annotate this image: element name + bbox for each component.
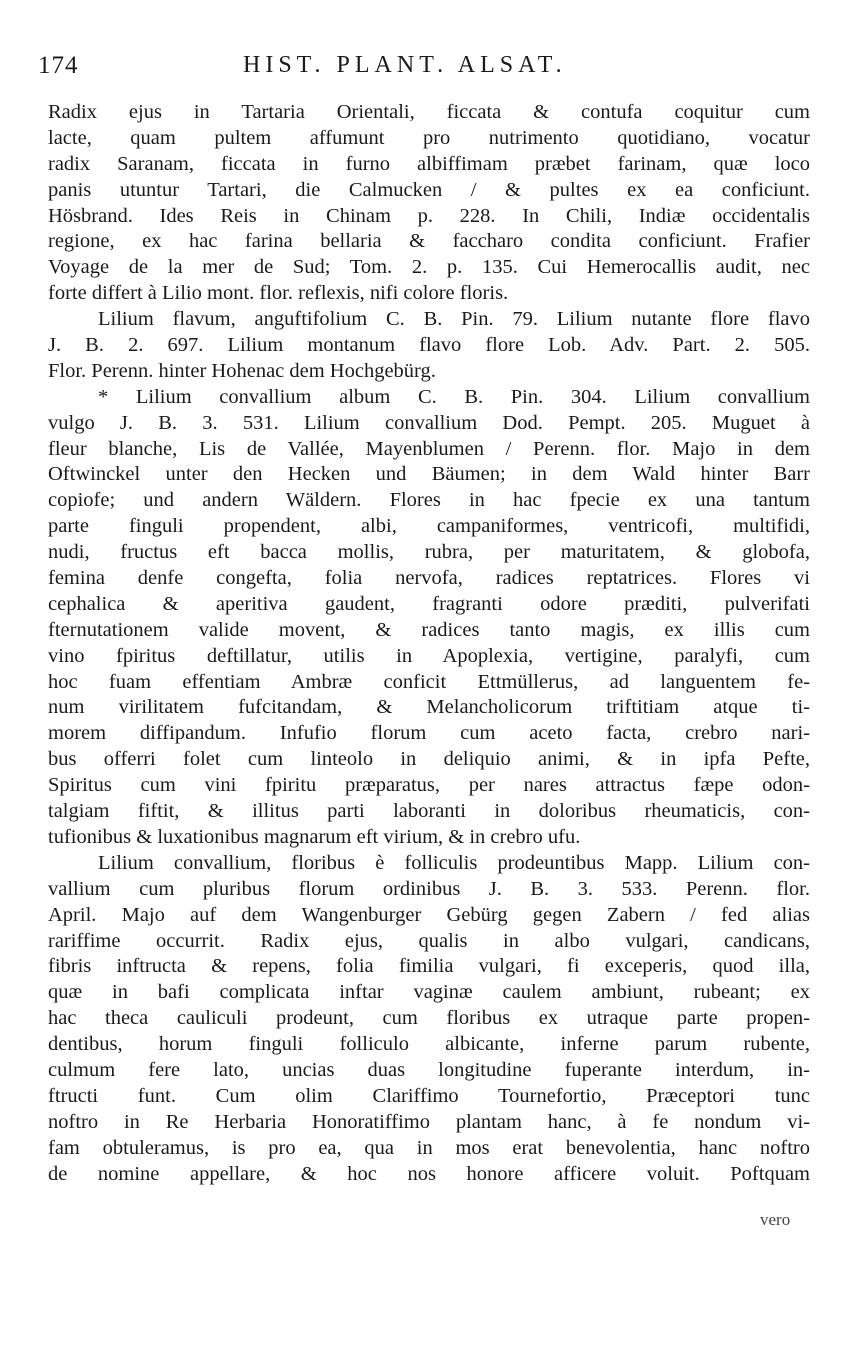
text-line: Flor. Perenn. hinter Hohenac dem Hochgebürg. (48, 359, 436, 382)
page-number: 174 (38, 52, 79, 79)
text-line: Lilium flavum, anguftifolium C. B. Pin. 79. Lilium nutante flore flavo (98, 308, 810, 331)
text-line: panis utuntur Tartari, die Calmucken / & pultes ex ea conficiunt. (48, 178, 810, 201)
page-header (38, 52, 813, 88)
text-line: bus offerri folet cum linteolo in deliquio animi, & in ipfa Pefte, (48, 748, 810, 771)
text-line: hac theca cauliculi prodeunt, cum floribus ex utraque parte propen- (48, 1007, 810, 1030)
text-line: regione, ex hac farina bellaria & faccharo condita conficiunt. Frafier (48, 230, 810, 253)
text-line: num virilitatem fufcitandam, & Melancholicorum triftitiam atque ti- (48, 696, 810, 719)
text-line: ftructi funt. Cum olim Clariffimo Tournefortio, Præceptori tunc (48, 1084, 810, 1107)
text-line: hoc fuam effentiam Ambræ conficit Ettmüllerus, ad languentem fe- (48, 670, 810, 693)
text-line: April. Majo auf dem Wangenburger Gebürg gegen Zabern / fed alias (48, 903, 810, 926)
text-line: copiofe; und andern Wäldern. Flores in hac fpecie ex una tantum (48, 489, 810, 512)
text-line: noftro in Re Herbaria Honoratiffimo plantam hanc, à fe nondum vi- (48, 1110, 810, 1133)
text-line: Radix ejus in Tartaria Orientali, ficcata & contufa coquitur cum (48, 101, 810, 123)
text-line: vulgo J. B. 3. 531. Lilium convallium Dod. Pempt. 205. Muguet à (48, 411, 810, 434)
text-line: J. B. 2. 697. Lilium montanum flavo flore Lob. Adv. Part. 2. 505. (48, 334, 810, 357)
text-line: dentibus, horum finguli folliculo albicante, inferne parum rubente, (48, 1033, 810, 1056)
text-line: quæ in bafi complicata inftar vaginæ caulem ambiunt, rubeant; ex (48, 981, 810, 1004)
text-line: fternutationem valide movent, & radices tanto magis, ex illis cum (48, 618, 810, 641)
text-line: vallium cum pluribus florum ordinibus J. B. 3. 533. Perenn. flor. (48, 877, 810, 900)
text-line: cephalica & aperitiva gaudent, fragranti odore præditi, pulverifati (48, 592, 810, 615)
text-line: Hösbrand. Ides Reis in Chinam p. 228. In Chili, Indiæ occidentalis (48, 204, 810, 227)
text-line: talgiam fiftit, & illitus parti laboranti in doloribus rheumaticis, con- (48, 800, 810, 823)
text-line: forte differt à Lilio mont. flor. reflexis, nifi colore floris. (48, 282, 509, 305)
text-line: fleur blanche, Lis de Vallée, Mayenblumen / Perenn. flor. Majo in dem (48, 437, 810, 460)
text-line: rariffime occurrit. Radix ejus, qualis in albo vulgari, candicans, (48, 929, 810, 952)
text-line: de nomine appellare, & hoc nos honore afficere voluit. Poftquam (48, 1162, 810, 1185)
running-head: HIST. PLANT. ALSAT. (243, 52, 567, 78)
text-line: nudi, fructus eft bacca mollis, rubra, per maturitatem, & globofa, (48, 541, 810, 564)
text-line: parte finguli propendent, albi, campaniformes, ventricofi, multifidi, (48, 515, 810, 538)
text-line: Voyage de la mer de Sud; Tom. 2. p. 135. Cui Hemerocallis audit, nec (48, 256, 810, 279)
catchword: vero (760, 1210, 791, 1229)
text-line: radix Saranam, ficcata in furno albiffimam præbet farinam, quæ loco (48, 152, 810, 175)
text-line: fam obtuleramus, is pro ea, qua in mos erat benevolentia, hanc noftro (48, 1136, 810, 1159)
text-line: Spiritus cum vini fpiritu præparatus, per nares attractus fæpe odon- (48, 774, 810, 797)
text-line: morem diffipandum. Infufio florum cum aceto facta, crebro nari- (48, 722, 810, 745)
text-line: Lilium convallium, floribus è folliculis prodeuntibus Mapp. Lilium con- (98, 851, 810, 874)
text-line: culmum fere lato, uncias duas longitudine fuperante interdum, in- (48, 1058, 810, 1081)
text-line: femina denfe congefta, folia nervofa, radices reptatrices. Flores vi (48, 567, 810, 590)
text-line: lacte, quam pultem affumunt pro nutrimento quotidiano, vocatur (48, 126, 810, 149)
text-line: fibris inftructa & repens, folia fimilia vulgari, fi exceperis, quod illa, (48, 955, 810, 978)
text-line: * Lilium convallium album C. B. Pin. 304. Lilium convallium (98, 385, 810, 408)
text-line: Oftwinckel unter den Hecken und Bäumen; in dem Wald hinter Barr (48, 463, 810, 486)
text-line: tufionibus & luxationibus magnarum eft virium, & in crebro ufu. (48, 825, 581, 848)
body-text (48, 100, 810, 1187)
text-line: vino fpiritus deftillatur, utilis in Apoplexia, vertigine, paralyfi, cum (48, 644, 810, 667)
